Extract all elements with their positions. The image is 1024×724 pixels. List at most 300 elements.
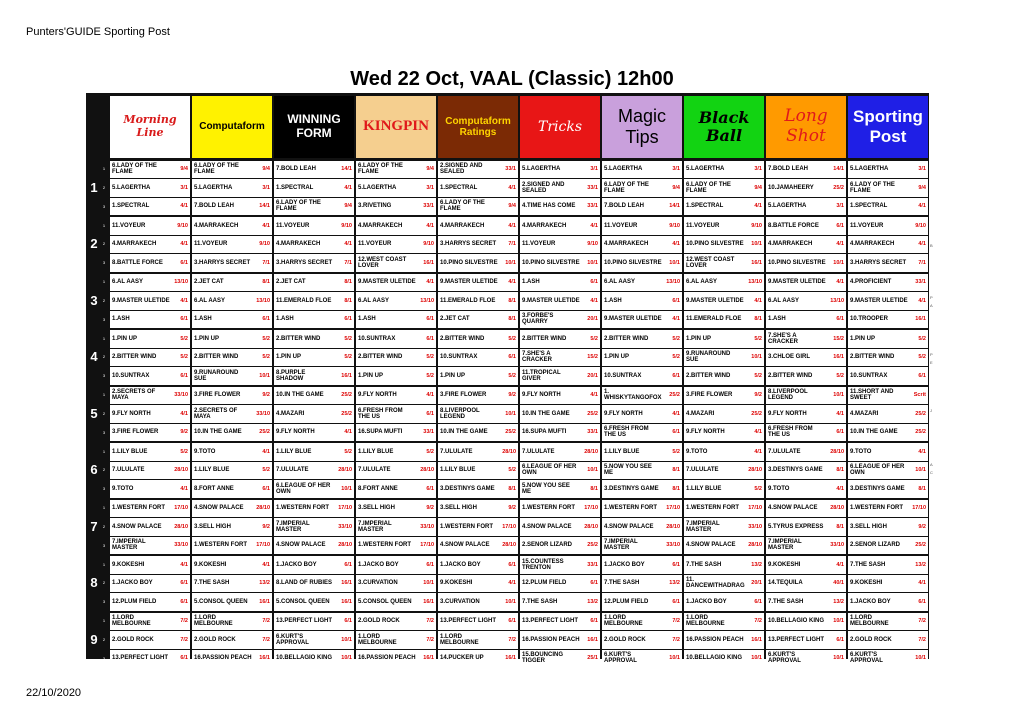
odds: 4/1: [180, 241, 188, 248]
odds: 8/1: [508, 485, 516, 492]
odds: 20/1: [751, 580, 762, 587]
horse-name: 1. WHISKYTANGOFOX: [604, 389, 662, 402]
tip-cell: [848, 424, 928, 442]
tip-cell: [766, 236, 846, 254]
odds: 3/1: [262, 184, 270, 191]
tip-cell: [602, 367, 682, 385]
odds: 7/2: [672, 636, 680, 643]
tip-cell: [766, 631, 846, 649]
horse-name: 11.VOYEUR: [604, 222, 638, 229]
odds: 28/10: [174, 467, 188, 474]
horse-name: 2.JET CAT: [440, 316, 470, 323]
horse-name: 1.SPECTRAL: [276, 184, 314, 191]
horse-name: 5.LAGERTHA: [194, 184, 233, 191]
horse-name: 4.MARRAKECH: [112, 241, 157, 248]
horse-name: 11.SHORT AND SWEET: [850, 389, 894, 402]
tip-cell: [848, 236, 928, 254]
tip-cell: [192, 179, 272, 197]
tip-cell: [684, 650, 764, 668]
tip-cell: [848, 500, 928, 518]
horse-name: 1.PIN UP: [440, 372, 466, 379]
odds: 28/10: [420, 467, 434, 474]
tip-cell: [520, 613, 600, 631]
horse-name: 12.PLUM FIELD: [112, 598, 157, 605]
horse-name: 3.CHLOE GIRL: [768, 354, 811, 361]
horse-name: 5.NOW YOU SEE ME: [604, 464, 652, 477]
odds: 6/1: [344, 561, 352, 568]
tip-cell: [684, 462, 764, 480]
tip-cell: [684, 254, 764, 272]
horse-name: 9.TOTO: [850, 448, 872, 455]
odds: 10/1: [341, 485, 352, 492]
horse-name: 8.LIVERPOOL LEGEND: [768, 389, 808, 402]
horse-name: 7.THE SASH: [604, 580, 640, 587]
horse-name: 4.SNOW PALACE: [768, 505, 818, 512]
horse-name: 8.LAND OF RUBIES: [276, 580, 333, 587]
tip-cell: [192, 198, 272, 216]
tip-cell: [684, 161, 764, 179]
horse-name: 6.LADY OF THE FLAME: [194, 163, 239, 176]
tip-cell: [110, 650, 190, 668]
tip-cell: [520, 179, 600, 197]
row-index: 1: [102, 222, 106, 228]
horse-name: 2.BITTER WIND: [850, 354, 895, 361]
odds: 9/10: [341, 222, 352, 229]
horse-name: 4.SNOW PALACE: [194, 505, 244, 512]
tip-cell: [602, 443, 682, 461]
tip-cell: [766, 424, 846, 442]
horse-name: 10.IN THE GAME: [194, 429, 242, 436]
tip-cell: [684, 500, 764, 518]
tip-cell: [274, 387, 354, 405]
horse-name: 1.ASH: [604, 297, 622, 304]
tip-cell: [110, 367, 190, 385]
tip-cell: [192, 311, 272, 329]
horse-name: 2.SENOR LIZARD: [850, 542, 901, 549]
odds: 5/2: [508, 372, 516, 379]
tip-cell: [356, 292, 436, 310]
tip-cell: [110, 349, 190, 367]
odds: 9/4: [508, 203, 516, 210]
tip-cell: [684, 330, 764, 348]
odds: 10/1: [505, 259, 516, 266]
side-mark: A: [930, 303, 933, 308]
odds: 6/1: [426, 561, 434, 568]
horse-name: 4.SNOW PALACE: [112, 523, 162, 530]
odds: 9/10: [915, 222, 926, 229]
odds: 17/10: [912, 505, 926, 512]
row-index: 2: [102, 467, 106, 473]
odds: 10/1: [915, 655, 926, 662]
tip-cell: [520, 254, 600, 272]
horse-name: 11.TROPICAL GIVER: [522, 369, 561, 382]
horse-name: 12.PLUM FIELD: [604, 598, 649, 605]
horse-name: 6.LADY OF THE FLAME: [276, 200, 321, 213]
horse-name: 11.VOYEUR: [522, 241, 556, 248]
odds: 7/2: [180, 618, 188, 625]
horse-name: 2.SECRETS OF MAYA: [112, 389, 156, 402]
tip-cell: [684, 236, 764, 254]
tip-cell: [848, 480, 928, 498]
tip-cell: [684, 367, 764, 385]
horse-name: 1.PIN UP: [112, 335, 138, 342]
odds: 6/1: [262, 485, 270, 492]
tip-cell: [602, 575, 682, 593]
horse-name: 6.LEAGUE OF HER OWN: [276, 482, 331, 495]
odds: 7/1: [508, 241, 516, 248]
horse-name: 10.PINO SILVESTRE: [440, 259, 498, 266]
tip-cell: [766, 179, 846, 197]
horse-name: 4.TIME HAS COME: [522, 203, 576, 210]
row-index: 1: [102, 166, 106, 172]
tip-cell: [438, 254, 518, 272]
tip-cell: [602, 330, 682, 348]
odds: 7/2: [918, 618, 926, 625]
tip-cell: [274, 161, 354, 179]
tip-cell: [274, 443, 354, 461]
tip-cell: [848, 387, 928, 405]
horse-name: 4.PROFICIENT: [850, 279, 892, 286]
tip-cell: [438, 330, 518, 348]
horse-name: 1.WESTERN FORT: [194, 542, 248, 549]
horse-name: 11.VOYEUR: [358, 241, 392, 248]
horse-name: 1.WESTERN FORT: [604, 505, 658, 512]
odds: 5/2: [344, 335, 352, 342]
horse-name: 11.VOYEUR: [194, 241, 228, 248]
odds: 3/1: [180, 184, 188, 191]
tip-cell: [520, 500, 600, 518]
horse-name: 7.IMPERIAL MASTER: [276, 520, 310, 533]
odds: 15/2: [587, 354, 598, 361]
odds: 6/1: [672, 297, 680, 304]
horse-name: 8.FORT ANNE: [358, 485, 398, 492]
row-index: 1: [102, 618, 106, 624]
tip-cell: [192, 274, 272, 292]
tip-cell: [438, 537, 518, 555]
row-index: 1: [102, 392, 106, 398]
horse-name: 6.FRESH FROM THE US: [604, 426, 649, 439]
odds: 4/1: [508, 279, 516, 286]
horse-name: 2.SENOR LIZARD: [522, 542, 573, 549]
horse-name: 3.FIRE FLOWER: [194, 392, 241, 399]
tip-cell: [848, 217, 928, 235]
tip-cell: [438, 236, 518, 254]
odds: 13/2: [915, 561, 926, 568]
odds: 7/2: [262, 636, 270, 643]
horse-name: 12.WEST COAST LOVER: [358, 256, 407, 269]
odds: 25/2: [259, 429, 270, 436]
tip-cell: [274, 537, 354, 555]
odds: 3/1: [754, 166, 762, 173]
odds: 5/2: [754, 335, 762, 342]
horse-name: 9.MASTER ULETIDE: [604, 316, 662, 323]
row-index: 2: [102, 523, 106, 529]
horse-name: 3.FIRE FLOWER: [440, 392, 487, 399]
odds: 10/1: [833, 618, 844, 625]
odds: 10/1: [505, 598, 516, 605]
tip-cell: [110, 330, 190, 348]
horse-name: 1.LILY BLUE: [194, 467, 230, 474]
tip-cell: [766, 537, 846, 555]
odds: 28/10: [748, 542, 762, 549]
horse-name: 3.SELL HIGH: [194, 523, 231, 530]
horse-name: 7.IMPERIAL MASTER: [604, 539, 638, 552]
horse-name: 7.ULULATE: [686, 467, 719, 474]
odds: 33/10: [256, 410, 270, 417]
odds: 28/10: [338, 542, 352, 549]
odds: 3/1: [426, 184, 434, 191]
horse-name: 11.EMERALD FLOE: [276, 297, 332, 304]
horse-name: 6.AL AASY: [194, 297, 226, 304]
horse-name: 9.KOKESHI: [194, 561, 227, 568]
odds: 4/1: [508, 580, 516, 587]
column-header-4: [356, 96, 436, 158]
odds: 6/1: [672, 561, 680, 568]
tip-cell: [192, 613, 272, 631]
odds: 3/1: [590, 166, 598, 173]
tip-cell: [192, 424, 272, 442]
horse-name: 7.IMPERIAL MASTER: [686, 520, 720, 533]
horse-name: 5.CONSOL QUEEN: [276, 598, 330, 605]
tip-cell: [438, 575, 518, 593]
tip-cell: [848, 613, 928, 631]
tip-cell: [848, 631, 928, 649]
horse-name: 7.ULULATE: [440, 448, 473, 455]
odds: 25/2: [915, 542, 926, 549]
tip-cell: [192, 650, 272, 668]
tip-cell: [110, 593, 190, 611]
horse-name: 1.LORD MELBOURNE: [604, 615, 643, 628]
odds: 17/10: [502, 523, 516, 530]
column-header-2: [192, 96, 272, 158]
horse-name: 6.AL AASY: [768, 297, 800, 304]
horse-name: 6.LADY OF THE FLAME: [604, 181, 649, 194]
tip-cell: [684, 613, 764, 631]
tip-cell: [192, 236, 272, 254]
odds: 9/2: [508, 392, 516, 399]
tip-cell: [602, 274, 682, 292]
row-index: 2: [102, 354, 106, 360]
horse-name: 2.BITTER WIND: [112, 354, 157, 361]
tip-cell: [520, 330, 600, 348]
horse-name: 9.FLY NORTH: [112, 410, 151, 417]
horse-name: 11. DANCEWITHADRAG: [686, 577, 745, 590]
horse-name: 1.LILY BLUE: [686, 485, 722, 492]
column-header-text: Black: [698, 107, 750, 127]
horse-name: 1.WESTERN FORT: [522, 505, 576, 512]
column-header-text: Shot: [786, 126, 826, 146]
tip-cell: [766, 443, 846, 461]
horse-name: 11.VOYEUR: [850, 222, 884, 229]
horse-name: 3.RIVETING: [358, 203, 392, 210]
tip-cell: [438, 405, 518, 423]
horse-name: 3.CURVATION: [358, 580, 398, 587]
horse-name: 2.BITTER WIND: [194, 354, 239, 361]
odds: 7/2: [918, 636, 926, 643]
side-mark: A: [930, 462, 933, 467]
odds: 9/10: [751, 222, 762, 229]
odds: 9/4: [426, 166, 434, 173]
horse-name: 4.MARRAKECH: [194, 222, 239, 229]
horse-name: 1.LORD MELBOURNE: [358, 633, 397, 646]
odds: 4/1: [754, 429, 762, 436]
odds: 6/1: [180, 598, 188, 605]
odds: 6/1: [836, 636, 844, 643]
horse-name: 3.HARRYS SECRET: [276, 259, 333, 266]
odds: 4/1: [754, 203, 762, 210]
horse-name: 6.KURT'S APPROVAL: [276, 633, 309, 646]
odds: 6/1: [672, 429, 680, 436]
horse-name: 1.JACKO BOY: [276, 561, 317, 568]
tip-cell: [520, 480, 600, 498]
horse-name: 9.MASTER ULETIDE: [850, 297, 908, 304]
tip-cell: [192, 575, 272, 593]
odds: 8/1: [672, 485, 680, 492]
horse-name: 1.SPECTRAL: [686, 203, 724, 210]
horse-name: 6.FRESH FROM THE US: [358, 407, 403, 420]
horse-name: 9.KOKESHI: [440, 580, 473, 587]
tip-cell: [602, 613, 682, 631]
tip-cell: [848, 311, 928, 329]
horse-name: 1.JACKO BOY: [604, 561, 645, 568]
tip-cell: [520, 387, 600, 405]
horse-name: 2.GOLD ROCK: [194, 636, 236, 643]
tip-cell: [848, 179, 928, 197]
horse-name: 3.DESTINYS GAME: [850, 485, 905, 492]
horse-name: 4.MARRAKECH: [522, 222, 567, 229]
tip-cell: [110, 575, 190, 593]
odds: 9/2: [180, 429, 188, 436]
odds: 25/2: [915, 410, 926, 417]
tip-cell: [848, 161, 928, 179]
tip-cell: [356, 556, 436, 574]
horse-name: 9.MASTER ULETIDE: [522, 297, 580, 304]
horse-name: 3.FORBE'S QUARRY: [522, 313, 554, 326]
tip-cell: [110, 424, 190, 442]
odds: 10/1: [915, 467, 926, 474]
horse-name: 1.WESTERN FORT: [440, 523, 494, 530]
tip-cell: [848, 462, 928, 480]
tip-cell: [274, 462, 354, 480]
odds: 3/1: [918, 166, 926, 173]
odds: 10/1: [259, 372, 270, 379]
horse-name: 1.WESTERN FORT: [112, 505, 166, 512]
tip-cell: [192, 480, 272, 498]
horse-name: 12.PLUM FIELD: [522, 580, 567, 587]
tip-cell: [848, 405, 928, 423]
tip-cell: [110, 462, 190, 480]
tip-cell: [602, 254, 682, 272]
horse-name: 7.ULULATE: [522, 448, 555, 455]
odds: 6/1: [180, 372, 188, 379]
odds: 17/10: [420, 542, 434, 549]
tip-cell: [684, 217, 764, 235]
odds: 28/10: [502, 448, 516, 455]
tip-cell: [766, 254, 846, 272]
odds: 7/1: [918, 259, 926, 266]
tip-cell: [520, 593, 600, 611]
horse-name: 2.BITTER WIND: [768, 372, 813, 379]
tip-cell: [192, 217, 272, 235]
odds: 9/4: [262, 166, 270, 173]
odds: 5/2: [672, 335, 680, 342]
tip-cell: [684, 424, 764, 442]
odds: 33/1: [915, 279, 926, 286]
tip-cell: [766, 480, 846, 498]
odds: 5/2: [918, 354, 926, 361]
horse-name: 13.PERFECT LIGHT: [440, 618, 497, 625]
odds: 16/1: [423, 259, 434, 266]
odds: 9/10: [177, 222, 188, 229]
odds: 10/1: [423, 580, 434, 587]
horse-name: 5.TYRUS EXPRESS: [768, 523, 824, 530]
odds: 4/1: [180, 297, 188, 304]
tip-cell: [356, 405, 436, 423]
horse-name: 5.LAGERTHA: [768, 203, 807, 210]
horse-name: 7.THE SASH: [522, 598, 558, 605]
tip-cell: [520, 650, 600, 668]
column-header-5: [438, 96, 518, 158]
horse-name: 16.SUPA MUFTI: [358, 429, 403, 436]
odds: 6/1: [590, 580, 598, 587]
odds: 13/2: [259, 580, 270, 587]
horse-name: 7.THE SASH: [194, 580, 230, 587]
horse-name: 3.SELL HIGH: [850, 523, 887, 530]
odds: 4/1: [672, 241, 680, 248]
tip-cell: [110, 480, 190, 498]
horse-name: 8.BATTLE FORCE: [768, 222, 819, 229]
tip-cell: [110, 311, 190, 329]
race-number: 7: [90, 518, 98, 534]
odds: 28/10: [256, 505, 270, 512]
tip-cell: [520, 575, 600, 593]
odds: 7/2: [426, 618, 434, 625]
odds: 5/2: [508, 467, 516, 474]
column-header-text: Ball: [705, 126, 743, 145]
odds: 5/2: [836, 372, 844, 379]
horse-name: 10.IN THE GAME: [276, 392, 324, 399]
tip-cell: [684, 292, 764, 310]
horse-name: 7.ULULATE: [358, 467, 391, 474]
horse-name: 12.WEST COAST LOVER: [686, 256, 735, 269]
row-index: 3: [102, 599, 106, 604]
odds: 10/1: [751, 241, 762, 248]
horse-name: 1.ASH: [522, 279, 540, 286]
tip-cell: [274, 236, 354, 254]
horse-name: 10.PINO SILVESTRE: [768, 259, 826, 266]
horse-name: 7.BOLD LEAH: [768, 166, 809, 173]
horse-name: 15.COUNTESS TRENTON: [522, 558, 564, 571]
tip-cell: [192, 330, 272, 348]
odds: 13/2: [833, 598, 844, 605]
odds: 25/2: [751, 410, 762, 417]
horse-name: 7.SHE'S A CRACKER: [522, 351, 552, 364]
odds: 4/1: [590, 222, 598, 229]
odds: 33/1: [505, 166, 516, 173]
horse-name: 10.SUNTRAX: [358, 335, 396, 342]
tip-cell: [602, 462, 682, 480]
column-header-7: [602, 96, 682, 158]
horse-name: 7.BOLD LEAH: [276, 166, 317, 173]
horse-name: 9.MASTER ULETIDE: [686, 297, 744, 304]
horse-name: 16.PASSION PEACH: [358, 655, 416, 662]
horse-name: 7.ULULATE: [276, 467, 309, 474]
horse-name: 2.GOLD ROCK: [604, 636, 646, 643]
odds: 7/2: [262, 618, 270, 625]
column-header-text: WINNING: [287, 112, 341, 127]
tip-cell: [274, 650, 354, 668]
odds: 4/1: [344, 241, 352, 248]
